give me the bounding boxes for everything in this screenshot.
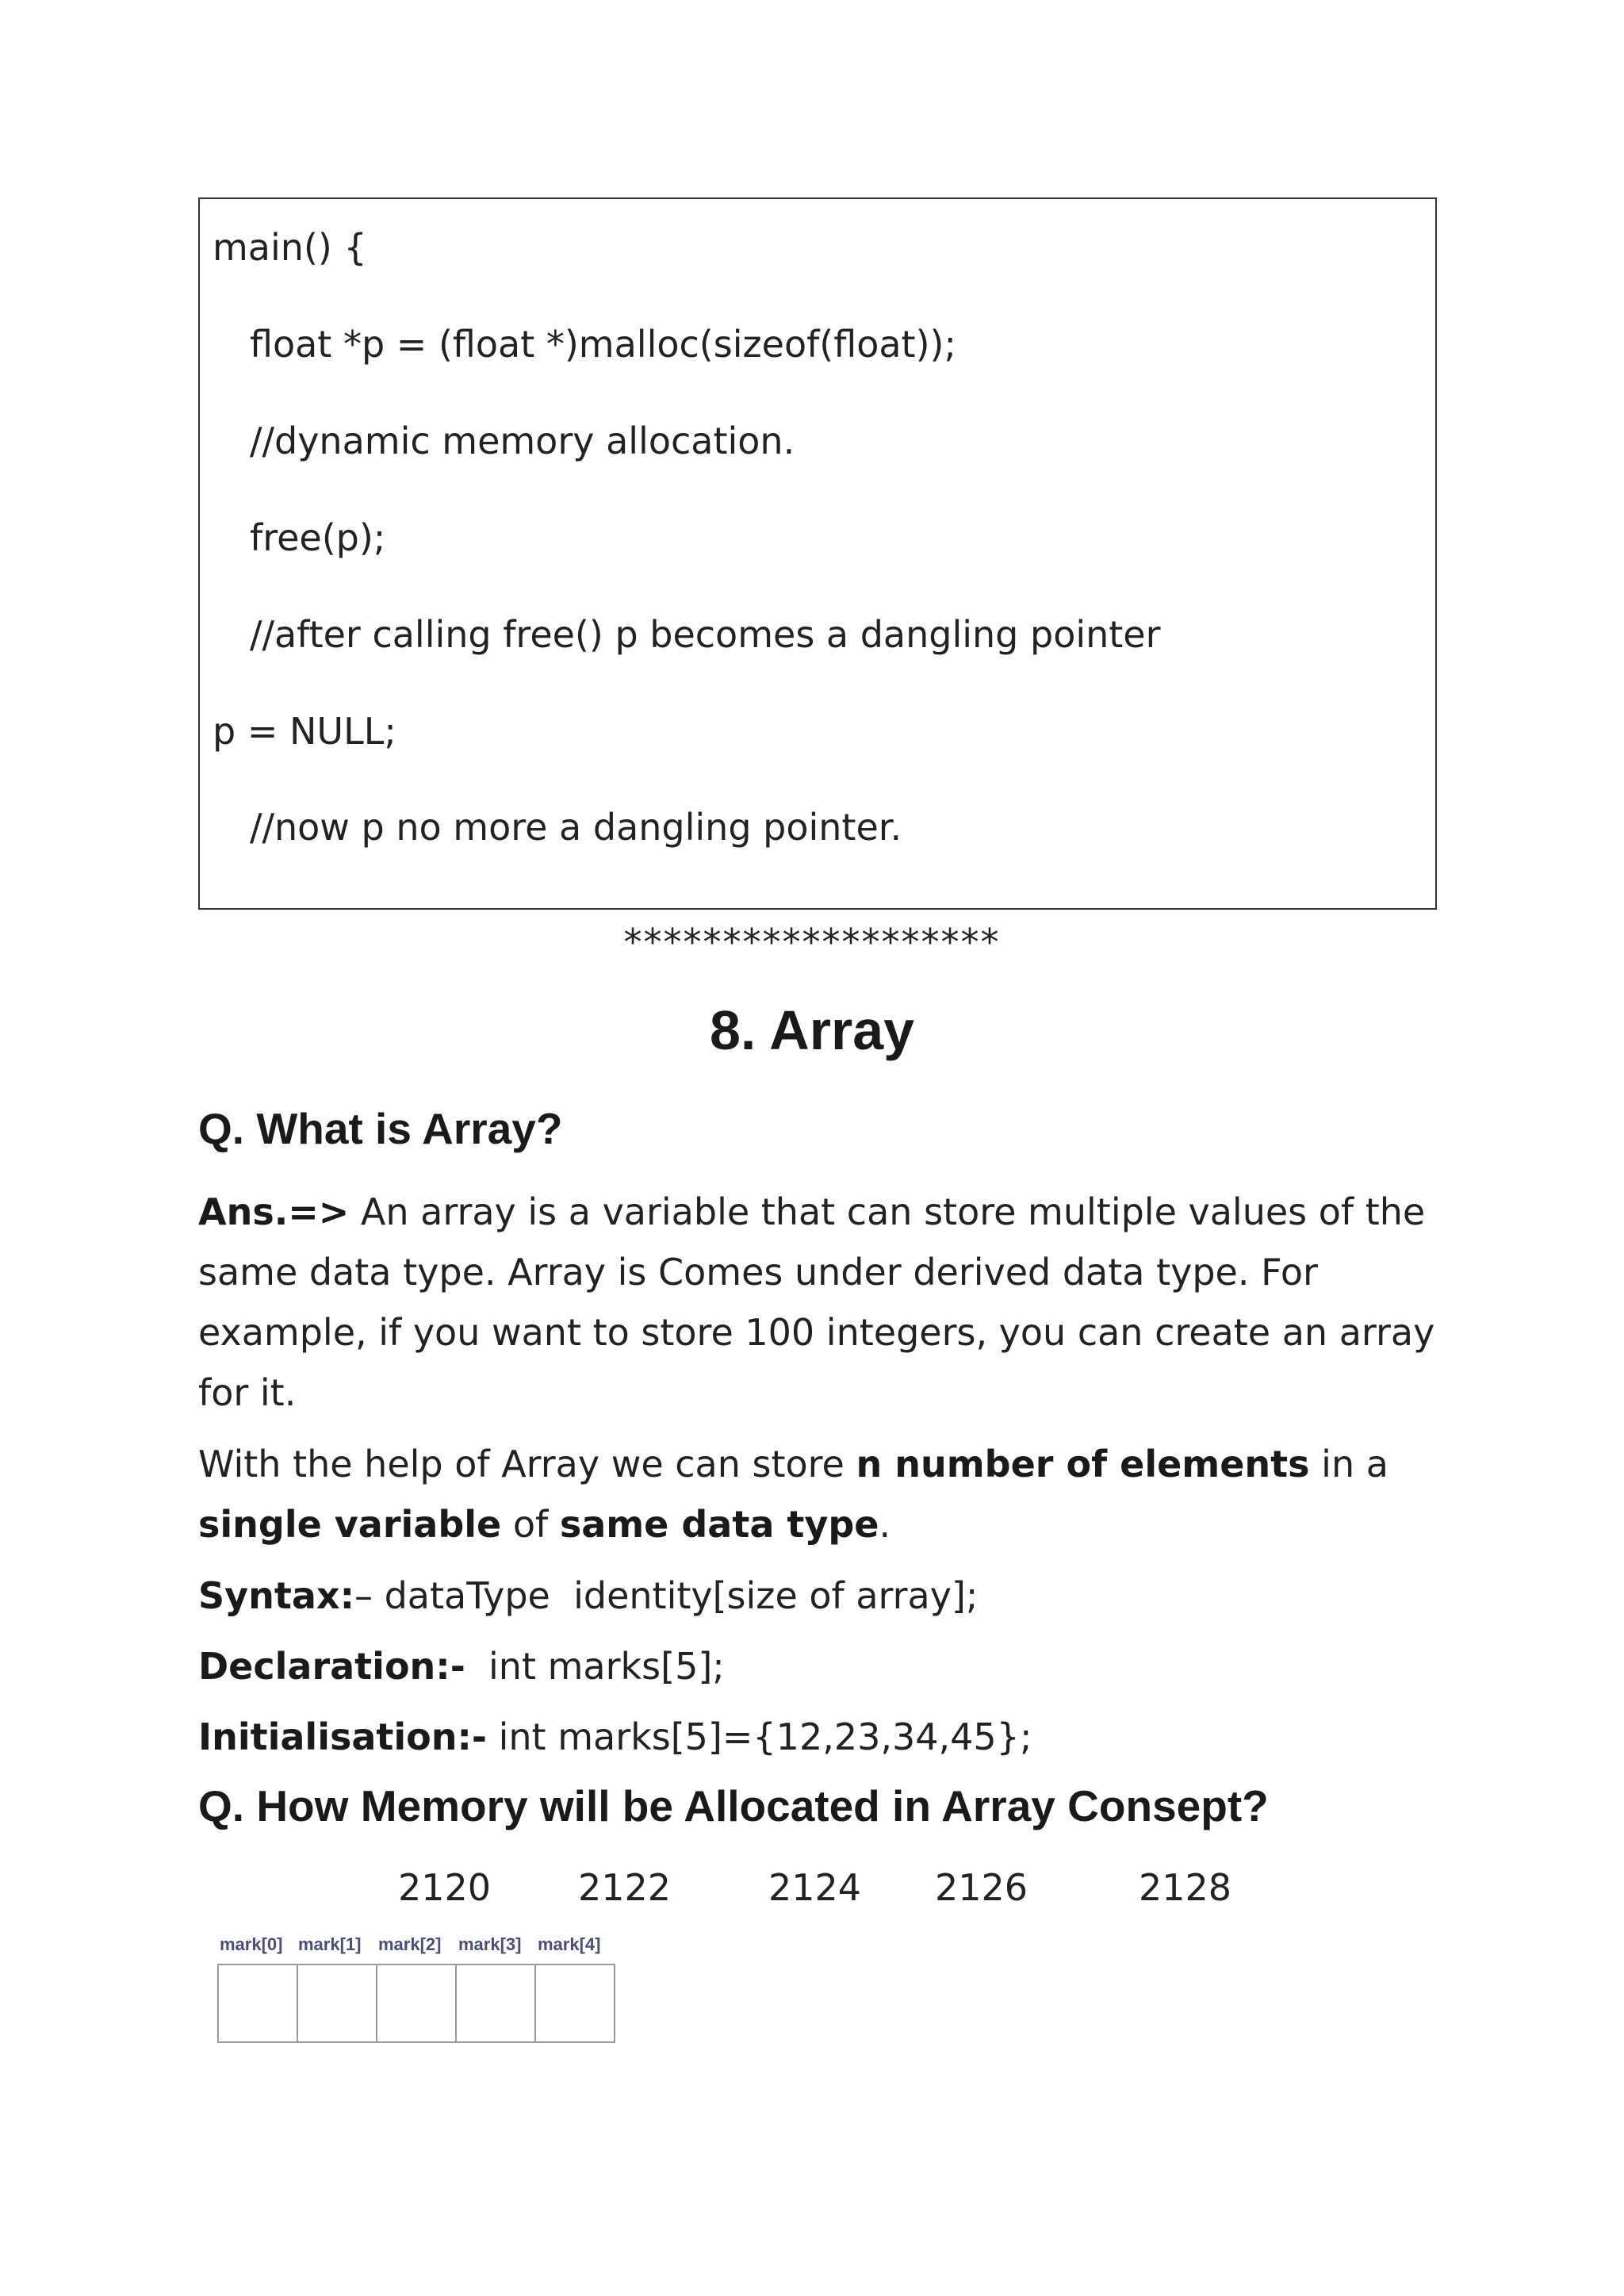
- memory-cell: [377, 1965, 457, 2041]
- declaration-line: [198, 1642, 725, 1690]
- help-text-3: of: [501, 1503, 560, 1546]
- memory-cell-label: mark[0]: [220, 1934, 283, 1954]
- memory-cell: [457, 1965, 536, 2041]
- address-label: 2120: [398, 1866, 492, 1909]
- declaration-label: Declaration:-: [198, 1645, 465, 1688]
- section-title: 8. Array: [709, 999, 915, 1061]
- memory-cell: [298, 1965, 377, 2041]
- question-memory-allocation: Q. How Memory will be Allocated in Array Consept?: [198, 1781, 1269, 1830]
- code-line-2: float *p = (float *)malloc(sizeof(float));: [250, 323, 956, 366]
- memory-cell-label: mark[2]: [378, 1934, 442, 1954]
- syntax-line: [198, 1572, 978, 1619]
- help-paragraph: [198, 1434, 1451, 1554]
- memory-cell-label: mark[3]: [458, 1934, 522, 1954]
- memory-cell: [536, 1965, 615, 2041]
- initialisation-line: [198, 1713, 1032, 1761]
- memory-cell-label: mark[1]: [298, 1934, 362, 1954]
- syntax-text: – dataType identity[size of array];: [354, 1574, 979, 1617]
- address-label: 2122: [578, 1866, 672, 1909]
- answer-text: An array is a variable that can store multiple values of the same data type. Array is Comes under derived data type. For example, if you want to store 100 integers, you can create an array for it.: [198, 1190, 1435, 1414]
- help-bold-1: n number of elements: [856, 1443, 1310, 1485]
- help-bold-2: single variable: [198, 1503, 502, 1546]
- help-text-1: With the help of Array we can store: [198, 1443, 856, 1485]
- code-line-5: //after calling free() p becomes a dangling pointer: [250, 613, 1161, 656]
- code-line-4: free(p);: [250, 516, 386, 559]
- declaration-text: int marks[5];: [465, 1645, 725, 1688]
- question-what-is-array: Q. What is Array?: [198, 1104, 563, 1153]
- memory-cell-label: mark[4]: [538, 1934, 601, 1954]
- syntax-label: Syntax:: [198, 1574, 354, 1617]
- address-label: 2128: [1139, 1866, 1232, 1909]
- initialisation-text: int marks[5]={12,23,34,45};: [486, 1715, 1032, 1758]
- code-line-7: //now p no more a dangling pointer.: [250, 806, 902, 849]
- separator: *******************: [623, 921, 1001, 964]
- code-line-1: main() {: [213, 226, 367, 269]
- code-line-6: p = NULL;: [213, 710, 396, 753]
- initialisation-label: Initialisation:-: [198, 1715, 487, 1758]
- code-line-3: //dynamic memory allocation.: [250, 420, 795, 462]
- memory-cells: [217, 1964, 615, 2043]
- address-label: 2126: [935, 1866, 1028, 1909]
- answer-label: Ans.=>: [198, 1190, 350, 1233]
- answer-paragraph: [198, 1182, 1451, 1423]
- memory-cell: [219, 1965, 298, 2041]
- help-text-2: in a: [1309, 1443, 1388, 1485]
- help-text-4: .: [879, 1503, 891, 1546]
- address-label: 2124: [768, 1866, 862, 1909]
- help-bold-3: same data type: [559, 1503, 879, 1546]
